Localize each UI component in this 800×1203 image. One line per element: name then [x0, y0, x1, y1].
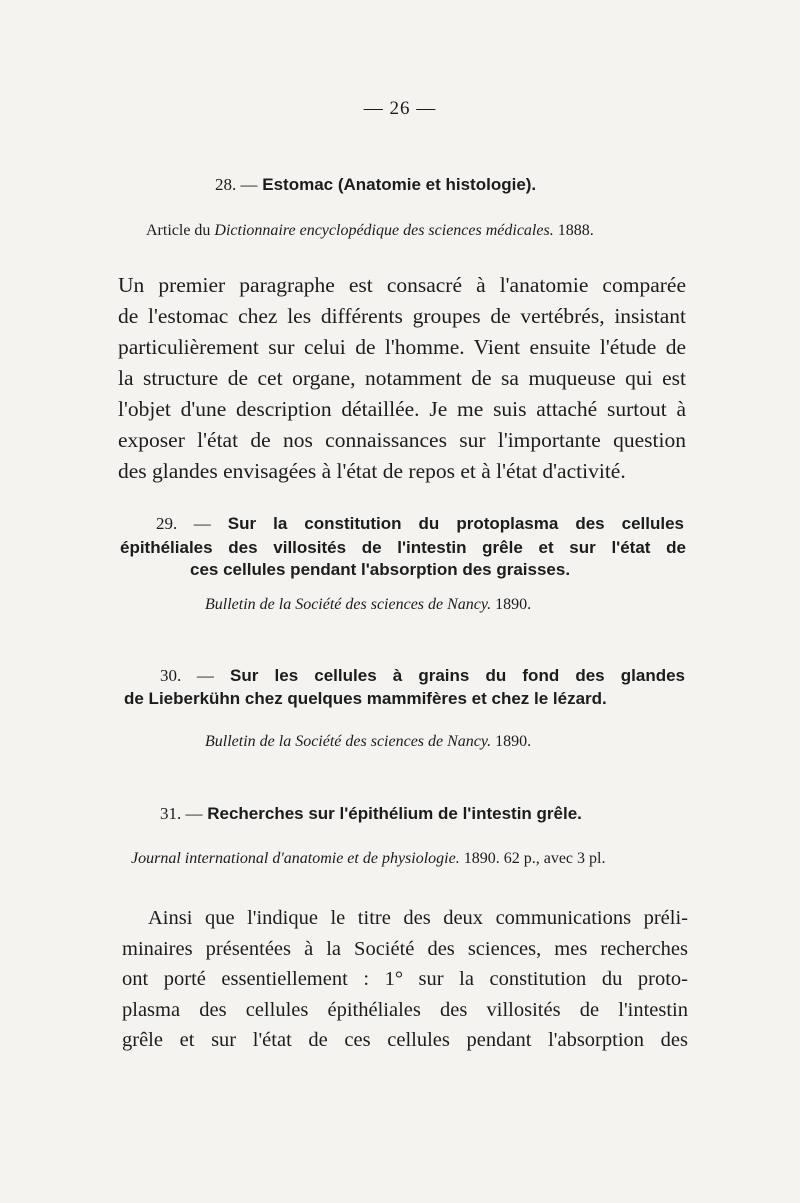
- entry-29-title-line: épithéliales des villosités de l'intestin grêle et sur l'état de: [120, 538, 686, 557]
- entry-30-citation: [205, 733, 531, 751]
- entry-31-description: [122, 903, 688, 1056]
- entry-29-title-line: Sur la constitution du protoplasma des cellules: [227, 514, 684, 533]
- entry-31-heading: [160, 804, 582, 824]
- paragraph-line: l'objet d'une description détaillée. Je me suis attaché surtout à: [118, 397, 686, 421]
- entry-30-number: 30. —: [160, 666, 214, 685]
- entry-28-heading: [215, 175, 536, 195]
- entry-28-number: 28. —: [215, 175, 258, 194]
- paragraph-line: de l'estomac chez les différents groupes de vertébrés, insistant: [118, 304, 686, 328]
- entry-30-title-line: de Lieberkühn chez quelques mammifères et chez le lézard.: [124, 689, 607, 708]
- paragraph-line: minaires présentées à la Société des sciences, mes recherches: [122, 937, 688, 960]
- entry-31-citation-rest: 1890. 62 p., avec 3 pl.: [463, 850, 606, 867]
- entry-29-citation-source: Bulletin de la Société des sciences de Nancy.: [205, 596, 492, 613]
- entry-28-title: Estomac (Anatomie et histologie).: [262, 175, 537, 194]
- paragraph-line: plasma des cellules épithéliales des villosités de l'intestin: [122, 998, 688, 1021]
- entry-30-title-line: Sur les cellules à grains du fond des glandes: [230, 666, 685, 685]
- paragraph-line: exposer l'état de nos connaissances sur l'importante question: [118, 428, 686, 452]
- paragraph-line: Ainsi que l'indique le titre des deux communications préli-: [148, 907, 688, 929]
- paragraph-line: Un premier paragraphe est consacré à l'anatomie comparée: [118, 273, 686, 297]
- paragraph-line: ont porté essentiellement : 1° sur la constitution du proto-: [122, 968, 688, 990]
- entry-29-number: 29. —: [156, 514, 211, 533]
- entry-30-heading-line-1: [160, 666, 685, 686]
- entry-29-title-line: ces cellules pendant l'absorption des graisses.: [190, 560, 571, 579]
- entry-31-citation-source: Journal international d'anatomie et de physiologie.: [131, 850, 460, 867]
- entry-31-title: Recherches sur l'épithélium de l'intestin grêle.: [207, 804, 582, 823]
- entry-28-citation-year: 1888.: [557, 222, 594, 239]
- entry-28-citation: [146, 222, 594, 240]
- entry-29-heading-line-1: [156, 514, 684, 534]
- entry-28-citation-source: Dictionnaire encyclopédique des sciences médicales.: [214, 222, 554, 239]
- entry-28-citation-prefix: Article du: [146, 222, 211, 239]
- entry-30-citation-year: 1890.: [495, 733, 532, 750]
- page-number: — 26 —: [363, 98, 437, 119]
- paragraph-line: particulièrement sur celui de l'homme. Vient ensuite l'étude de: [118, 335, 686, 359]
- entry-29-citation: [205, 596, 531, 614]
- paragraph-line: des glandes envisagées à l'état de repos et à l'état d'activité.: [118, 459, 626, 483]
- entry-31-number: 31. —: [160, 804, 203, 823]
- paragraph-line: grêle et sur l'état de ces cellules pendant l'absorption des: [122, 1029, 688, 1051]
- paragraph-line: la structure de cet organe, notamment de sa muqueuse qui est: [118, 366, 686, 390]
- entry-30-citation-source: Bulletin de la Société des sciences de Nancy.: [205, 733, 492, 750]
- entry-31-citation: [131, 850, 605, 868]
- entry-28-description: [118, 270, 686, 487]
- entry-29-citation-year: 1890.: [495, 596, 532, 613]
